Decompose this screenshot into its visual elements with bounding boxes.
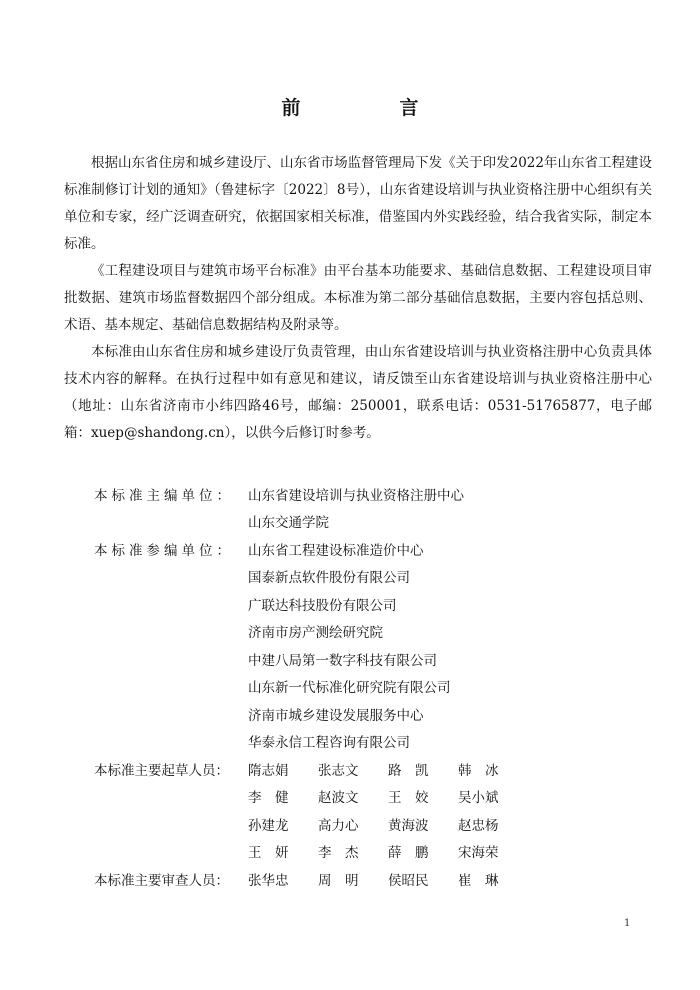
reviewer-name: 张华忠 — [248, 872, 289, 889]
drafter-name: 赵忠杨 — [458, 817, 499, 834]
reviewer-name: 侯昭民 — [388, 872, 429, 889]
drafter-name: 宋海荣 — [458, 845, 499, 862]
co-editor-unit: 广联达科技股份有限公司 — [248, 597, 397, 614]
drafters-row — [94, 810, 614, 838]
chief-editor-unit: 山东省建设培训与执业资格注册中心 — [248, 487, 464, 504]
co-editor-unit: 济南市房产测绘研究院 — [248, 625, 383, 642]
chief-editor-row — [94, 480, 614, 508]
chief-editor-row — [94, 508, 614, 536]
co-editor-unit: 山东新一代标准化研究院有限公司 — [248, 680, 451, 697]
paragraph-2: 《工程建设项目与建筑市场平台标准》由平台基本功能要求、基础信息数据、工程建设项目审批数据、建筑市场监督数据四个部分组成。本标准为第二部分基础信息数据，主要内容包括总则、术语、基本规定、基础信息数据结构及附录等。 — [64, 263, 652, 333]
co-editor-row — [94, 563, 614, 591]
paragraph-3: 本标准由山东省住房和城乡建设厅负责管理，由山东省建设培训与执业资格注册中心负责具体技术内容的解释。在执行过程中如有意见和建议，请反馈至山东省建设培训与执业资格注册中心（地址：山东省济南市小纬四路46号，邮编：250001，联系电话：0531-51765877，电子邮箱：xuep@shandong.cn），以供今后修订时参考。 — [64, 344, 652, 441]
co-editor-row — [94, 728, 614, 756]
co-editor-label: 本标准参编单位： — [94, 542, 234, 559]
drafters-row — [94, 755, 614, 783]
drafter-name: 黄海波 — [388, 817, 429, 834]
drafter-name: 路 凯 — [388, 762, 429, 779]
drafter-name: 李 杰 — [318, 845, 359, 862]
co-editor-row — [94, 673, 614, 701]
drafter-name: 王 妍 — [248, 845, 289, 862]
drafter-name: 韩 冰 — [458, 762, 499, 779]
co-editor-unit: 中建八局第一数字科技有限公司 — [248, 652, 437, 669]
drafter-name: 隋志娟 — [248, 762, 289, 779]
foreword-body — [64, 150, 652, 447]
reviewers-label: 本标准主要审查人员： — [94, 872, 229, 889]
drafter-name: 王 姣 — [388, 790, 429, 807]
paragraph-1: 根据山东省住房和城乡建设厅、山东省市场监督管理局下发《关于印发2022年山东省工程建设标准制修订计划的通知》（鲁建标字〔2022〕8号），山东省建设培训与执业资格注册中心组织有关单位和专家，经广泛调查研究，依据国家相关标准，借鉴国内外实践经验，结合我省实际，制定本标准。 — [64, 155, 652, 252]
co-editor-row — [94, 535, 614, 563]
co-editor-unit: 国泰新点软件股份有限公司 — [248, 570, 410, 587]
page-number: 1 — [624, 918, 631, 929]
drafter-name: 孙建龙 — [248, 817, 289, 834]
drafters-label: 本标准主要起草人员： — [94, 762, 229, 779]
reviewer-name: 周 明 — [318, 872, 359, 889]
chief-editor-label: 本标准主编单位： — [94, 487, 234, 504]
co-editor-unit: 华泰永信工程咨询有限公司 — [248, 735, 410, 752]
drafter-name: 高力心 — [318, 817, 359, 834]
co-editor-row — [94, 618, 614, 646]
drafters-row — [94, 783, 614, 811]
drafter-name: 赵波文 — [318, 790, 359, 807]
co-editor-row — [94, 700, 614, 728]
co-editor-row — [94, 645, 614, 673]
chief-editor-unit: 山东交通学院 — [248, 515, 329, 532]
co-editor-row — [94, 590, 614, 618]
reviewer-name: 崔 琳 — [458, 872, 499, 889]
drafter-name: 张志文 — [318, 762, 359, 779]
drafter-name: 吴小斌 — [458, 790, 499, 807]
co-editor-unit: 济南市城乡建设发展服务中心 — [248, 707, 424, 724]
page-title: 前 言 — [281, 97, 459, 119]
reviewers-row — [94, 865, 614, 893]
drafter-name: 薛 鹏 — [388, 845, 429, 862]
co-editor-unit: 山东省工程建设标准造价中心 — [248, 542, 424, 559]
credits-section — [94, 480, 614, 893]
drafters-row — [94, 838, 614, 866]
drafter-name: 李 健 — [248, 790, 289, 807]
